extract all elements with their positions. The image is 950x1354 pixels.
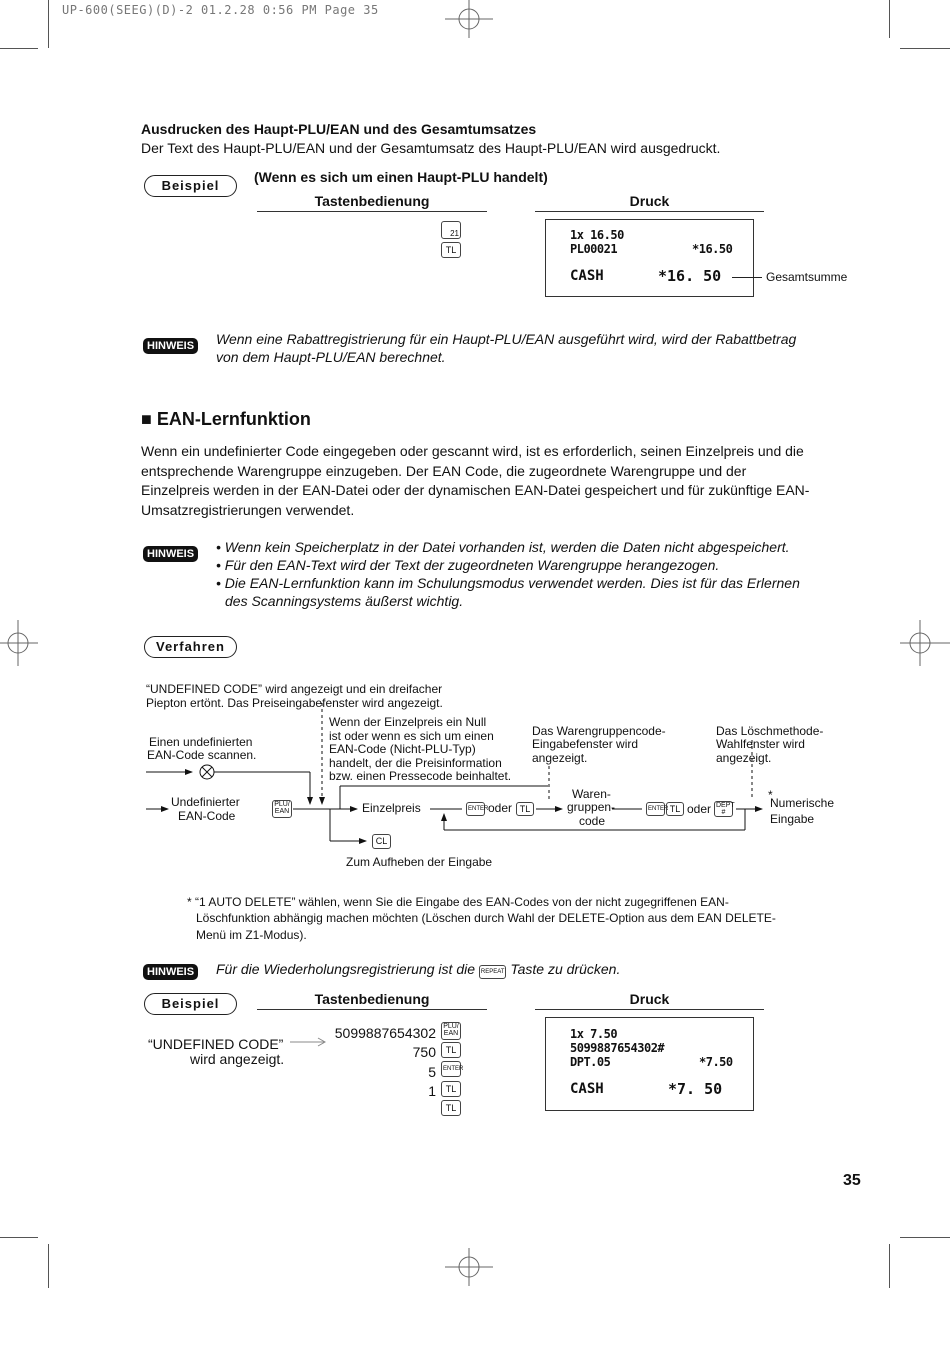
key-entry: 5099887654302 [334,1025,436,1041]
plu-ean-key: PLU/ EAN [272,800,292,818]
receipt-total: *7. 50 [668,1080,723,1098]
paragraph-line: Einzelpreis werden in der EAN-Datei oder der dynamischen EAN-Datei gespeichert und für zukünftige EAN- [141,482,810,498]
paragraph-line: Umsatzregistrierungen verwendet. [141,502,355,518]
tl-key: TL [441,242,461,258]
procedure-pill: Verfahren [144,636,237,658]
paragraph-line: entsprechende Warengruppe einzugeben. Der EAN Code, die zugeordnete Warengruppe und der [141,463,747,479]
section-title: Ausdrucken des Haupt-PLU/EAN und des Gesamtumsatzes [141,121,537,137]
diagram-label: EAN-Code scannen. [147,748,257,762]
paragraph-line: Wenn ein undefinierter Code eingegeben oder gescannt wird, ist es erforderlich, seinen Einzelpreis und die [141,443,804,459]
diagram-label: Eingabefenster wird [532,737,639,751]
diagram-label: Eingabe [770,812,815,826]
column-header-keys: Tastenbedienung [257,193,487,212]
key-21: 21 [441,221,461,239]
note-bullet: • Die EAN-Lernfunktion kann im Schulungsmodus verwendet werden. Dies ist für das Erlernen [216,575,800,591]
footnote-line: Löschfunktion abhängig machen möchten (Löschen durch Wahl der DELETE-Option aus dem EAN DELETE- [196,911,776,925]
footnote-line: * “1 AUTO DELETE” wählen, wenn Sie die Eingabe des EAN-Codes von der nicht zugegriffenen EAN- [187,895,729,909]
note-bullet: • Wenn kein Speicherplatz in der Datei vorhanden ist, werden die Daten nicht abgespeichert. [216,539,790,555]
square-bullet-icon: ■ [141,409,152,429]
receipt-line: 1x 16.50 [570,228,624,242]
diagram-label: EAN-Code (Nicht-PLU-Typ) [329,742,476,756]
page-number: 35 [843,1172,861,1189]
diagram-label: Das Löschmethode- [716,724,824,738]
diagram-label: oder [687,802,712,816]
receipt-amount: *7.50 [699,1055,733,1069]
note-bullet: des Scanningsystems äußerst wichtig. [225,593,464,609]
diagram-label: Einzelpreis [362,801,421,815]
cl-key: CL [372,834,391,849]
note-badge: HINWEIS [143,544,198,562]
diagram-label: * [768,788,773,802]
note-text: von dem Haupt-PLU/EAN berechnet. [216,349,446,365]
diagram-label: Numerische [770,796,835,810]
note-text: Wenn eine Rabattregistrierung für ein Haupt-PLU/EAN ausgeführt wird, wird der Rabattbetrag [216,331,797,347]
example-pill: Beispiel [144,175,237,197]
diagram-label: bzw. einen Pressecode beinhaltet. [329,769,512,783]
key-entry: 1 [428,1083,436,1099]
diagram-label: angezeigt. [716,751,772,765]
section-text: Der Text des Haupt-PLU/EAN und der Gesamtumsatz des Haupt-PLU/EAN wird ausgedruckt. [141,140,721,156]
diagram-label: Wahlfenster wird [716,737,805,751]
diagram-label: “UNDEFINED CODE” wird angezeigt und ein dreifacher [146,682,443,696]
tl-key: TL [441,1042,461,1058]
enter-key: ENTER [441,1061,461,1077]
column-header-print: Druck [535,991,764,1010]
display-note: wird angezeigt. [190,1051,285,1067]
diagram-label: ist oder wenn es sich um einen [329,729,494,743]
receipt [545,1017,754,1111]
receipt-line: 1x 7.50 [570,1027,618,1041]
diagram-label: handelt, der die Preisinformation [329,756,502,770]
column-header-keys: Tastenbedienung [257,991,487,1010]
callout-label: Gesamtsumme [766,270,848,284]
receipt-total-label: CASH [570,1081,604,1097]
repeat-key: REPEAT [479,965,507,979]
tl-key: TL [441,1081,461,1097]
example-subtitle: (Wenn es sich um einen Haupt-PLU handelt) [254,169,548,185]
note-badge: HINWEIS [143,962,198,980]
receipt-total: *16. 50 [658,267,722,285]
enter-key: ENTER [646,802,665,816]
note-text: Für die Wiederholungsregistrierung ist die REPEAT Taste zu drücken. [216,961,621,977]
note-bullet: • Für den EAN-Text wird der Text der zugeordneten Warengruppe herangezogen. [216,557,720,573]
plu-ean-key: PLU/ EAN [441,1022,461,1040]
diagram-label: angezeigt. [532,751,588,765]
diagram-label: Das Warengruppencode- [532,724,666,738]
display-note: “UNDEFINED CODE” [148,1036,284,1052]
receipt-line: 5099887654302# [570,1041,665,1055]
diagram-label: Waren- [572,787,611,801]
note-badge: HINWEIS [143,336,198,354]
receipt-line: PL00021 [570,242,618,256]
receipt-amount: *16.50 [692,242,733,256]
tl-key: TL [516,802,534,816]
diagram-label: gruppen- [567,800,616,814]
arrow-icon [290,1036,326,1048]
diagram-label: Einen undefinierten [149,735,253,749]
diagram-label: code [579,814,606,828]
tl-key: TL [441,1100,461,1116]
diagram-label: oder [488,801,513,815]
diagram-label: Zum Aufheben der Eingabe [346,855,493,869]
page-header: UP-600(SEEG)(D)-2 01.2.28 0:56 PM Page 35 [62,3,379,17]
diagram-label: Wenn der Einzelpreis ein Null [329,715,487,729]
heading-text: EAN-Lernfunktion [156,409,311,429]
diagram-label: EAN-Code [178,809,236,823]
dept-key: DEPT # [716,802,735,816]
diagram-label: Undefinierter [171,795,240,809]
key-entry: 750 [412,1044,436,1060]
key-entry: 5 [428,1064,436,1080]
diagram-label: Piepton ertönt. Das Preiseingabefenster wird angezeigt. [146,696,443,710]
receipt-line: DPT.05 [570,1055,611,1069]
footnote-line: Menü im Z1-Modus). [196,928,307,942]
example-pill: Beispiel [144,993,237,1015]
tl-key: TL [666,802,684,816]
column-header-print: Druck [535,193,764,212]
receipt-total-label: CASH [570,268,604,284]
enter-key: ENTER [466,802,485,816]
